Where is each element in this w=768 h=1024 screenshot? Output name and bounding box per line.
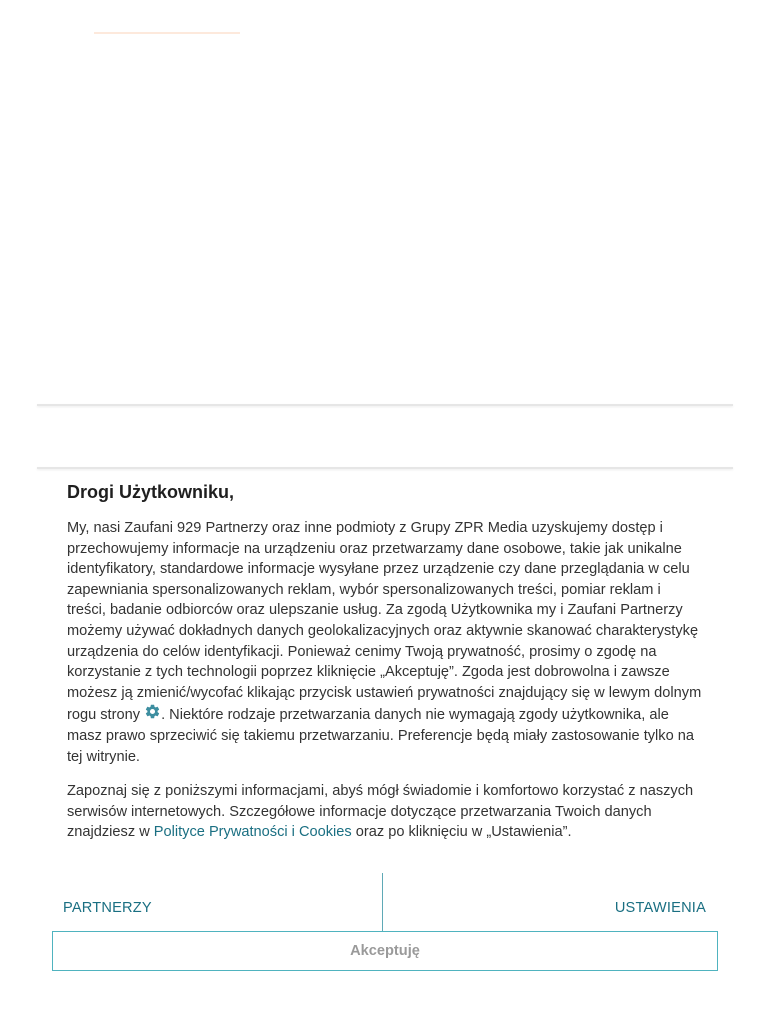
consent-paragraph-2 <box>67 781 703 843</box>
consent-title: Drogi Użytkowniku, <box>67 482 235 502</box>
gear-icon[interactable] <box>144 703 161 720</box>
accept-button[interactable]: Akceptuję <box>52 931 718 971</box>
divider-top <box>37 404 733 406</box>
top-accent-bar <box>94 32 240 34</box>
consent-text-part-2: . Niektóre rodzaje przetwarzania danych nie wymagają zgody użytkownika, ale masz prawo sprzeciwić się takiemu przetwarzaniu. Preferencje będą miały zastosowanie tylko na tej witrynie. <box>67 707 694 765</box>
consent-paragraph-1 <box>67 518 703 767</box>
divider-bottom <box>37 467 733 469</box>
consent-dialog <box>67 480 703 857</box>
secondary-buttons-row <box>52 873 718 931</box>
consent-text-part-3: Zapoznaj się z poniższymi informacjami, abyś mógł świadomie i komfortowo korzystać z naszych serwisów internetowych. Szczegółowe informacje dotyczące przetwarzania Twoich danych znajdziesz w <box>67 783 694 841</box>
buttons-separator <box>382 873 383 931</box>
privacy-policy-link[interactable]: Polityce Prywatności i Cookies <box>153 824 352 841</box>
consent-text-part-1: My, nasi Zaufani 929 Partnerzy oraz inne podmioty z Grupy ZPR Media uzyskujemy dostęp i przechowujemy informacje na urządzeniu oraz przetwarzamy dane osobowe, takie jak unikalne identyfikatory, standardowe informacje wysyłane przez urządzenie czy dane przeglądania w celu zapewniania spersonalizowanych reklam, wybór spersonalizowanych treści, pomiar reklam i treści, badanie odbiorców oraz ulepszanie usług. Za zgodą Użytkownika my i Zaufani Partnerzy możemy używać dokładnych danych geolokalizacyjnych oraz aktywnie skanować charakterystykę urządzenia do celów identyfikacji. Ponieważ cenimy Twoją prywatność, prosimy o zgodę na korzystanie z tych technologii poprzez kliknięcie „Akceptuję”. Zgoda jest dobrowolna i zawsze możesz ją zmienić/wycofać klikając przycisk ustawień prywatności znajdujący się w lewym dolnym rogu strony <box>67 520 702 724</box>
consent-text-part-4: oraz po kliknięciu w „Ustawienia”. <box>351 824 572 841</box>
settings-button[interactable]: USTAWIENIA <box>614 900 706 916</box>
partners-button[interactable]: PARTNERZY <box>63 900 152 916</box>
